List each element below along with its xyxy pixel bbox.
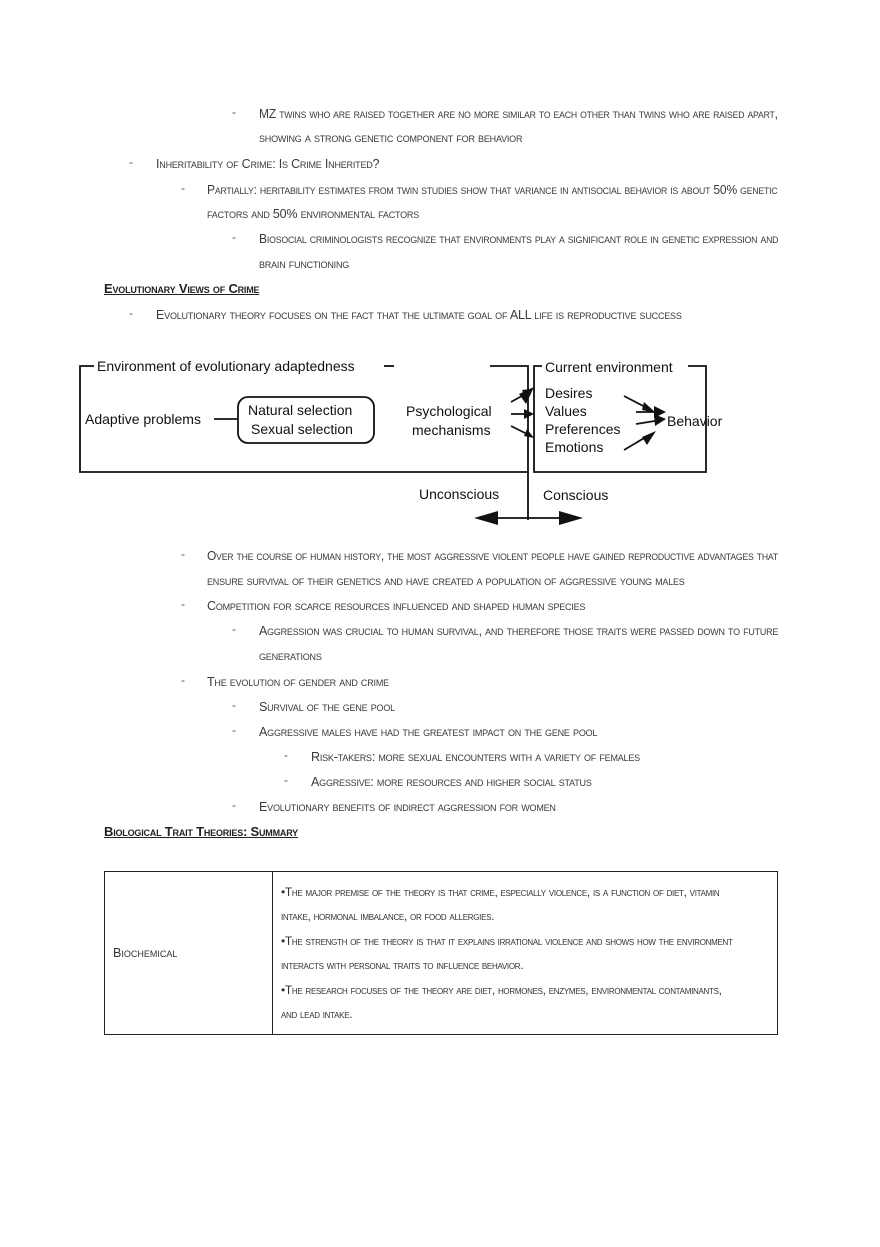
note-line: Aggression was crucial to human survival, and therefore those traits were passed down to future (259, 624, 779, 638)
bullet-dash: - (284, 773, 288, 787)
desc-line: interacts with personal traits to influence behavior. (281, 958, 524, 972)
desc-line: •The strength of the theory is that it explains irrational violence and shows how the environment (281, 933, 733, 948)
diagram-psych1: Psychological (406, 403, 492, 419)
diagram-conscious: Conscious (543, 487, 609, 503)
note-line: brain functioning (259, 257, 350, 271)
note-line: Inheritability of Crime: Is Crime Inherited? (156, 157, 380, 171)
diagram-env-label: Environment of evolutionary adaptedness (97, 358, 355, 374)
note-line: MZ twins who are raised together are no more similar to each other than twins who are raised apart, (259, 107, 778, 121)
bullet-dash: - (181, 597, 185, 611)
diagram-natural: Natural selection (248, 402, 353, 418)
bullet-dash: - (232, 723, 236, 737)
desc-line: and lead intake. (281, 1007, 353, 1021)
note-line: Partially: heritability estimates from twin studies show that variance in antisocial behavior is about 50% genetic (207, 183, 778, 197)
diagram-preferences: Preferences (545, 421, 621, 437)
diagram-behavior: Behavior (667, 413, 723, 429)
bullet-dash: - (232, 105, 236, 119)
desc-line: intake, hormonal imbalance, or food allergies. (281, 909, 495, 923)
row-label: Biochemical (105, 872, 273, 1035)
bullet-dash: - (181, 181, 185, 195)
diagram-psych2: mechanisms (412, 422, 491, 438)
bullet-dash: - (284, 748, 288, 762)
table-row (105, 872, 778, 1035)
bullet-dash: - (232, 622, 236, 636)
bullet-dash: - (181, 547, 185, 561)
note-line: factors and 50% environmental factors (207, 207, 420, 221)
bullet-dash: - (129, 155, 133, 169)
note-line: showing a strong genetic component for behavior (259, 131, 523, 145)
diagram-sexual: Sexual selection (251, 421, 353, 437)
section-heading: Biological Trait Theories: Summary (104, 824, 298, 839)
note-line: ensure survival of their genetics and have created a population of aggressive young males (207, 574, 685, 588)
diagram-emotions: Emotions (545, 439, 604, 455)
note-line: generations (259, 649, 322, 663)
note-line: Evolutionary benefits of indirect aggression for women (259, 800, 556, 814)
section-heading: Evolutionary Views of Crime (104, 281, 260, 296)
note-line: Biosocial criminologists recognize that environments play a significant role in genetic expression and (259, 232, 779, 246)
diagram-values: Values (545, 403, 587, 419)
diagram-desires: Desires (545, 385, 593, 401)
desc-line: •The major premise of the theory is that crime, especially violence, is a function of diet, vitamin (281, 884, 720, 899)
note-line: Over the course of human history, the most aggressive violent people have gained reproductive advantages that (207, 549, 778, 563)
row-description (273, 872, 778, 1035)
desc-line: •The research focuses of the theory are diet, hormones, enzymes, environmental contaminants, (281, 982, 722, 997)
diagram-current-label: Current environment (545, 359, 673, 375)
note-line: Aggressive males have had the greatest impact on the gene pool (259, 725, 598, 739)
note-line: Risk-takers: more sexual encounters with a variety of females (311, 750, 640, 764)
bullet-dash: - (232, 698, 236, 712)
evolutionary-diagram (76, 352, 723, 532)
diagram-adaptive: Adaptive problems (85, 411, 201, 427)
bullet-dash: - (129, 306, 133, 320)
note-line: Evolutionary theory focuses on the fact that the ultimate goal of ALL life is reproductive success (156, 308, 682, 322)
note-line: The evolution of gender and crime (207, 675, 389, 689)
bullet-dash: - (232, 230, 236, 244)
summary-table (104, 871, 778, 1035)
bullet-dash: - (181, 673, 185, 687)
note-line: Aggressive: more resources and higher social status (311, 775, 592, 789)
diagram-unconscious: Unconscious (419, 486, 500, 502)
note-line: Competition for scarce resources influenced and shaped human species (207, 599, 586, 613)
bullet-dash: - (232, 798, 236, 812)
note-line: Survival of the gene pool (259, 700, 395, 714)
